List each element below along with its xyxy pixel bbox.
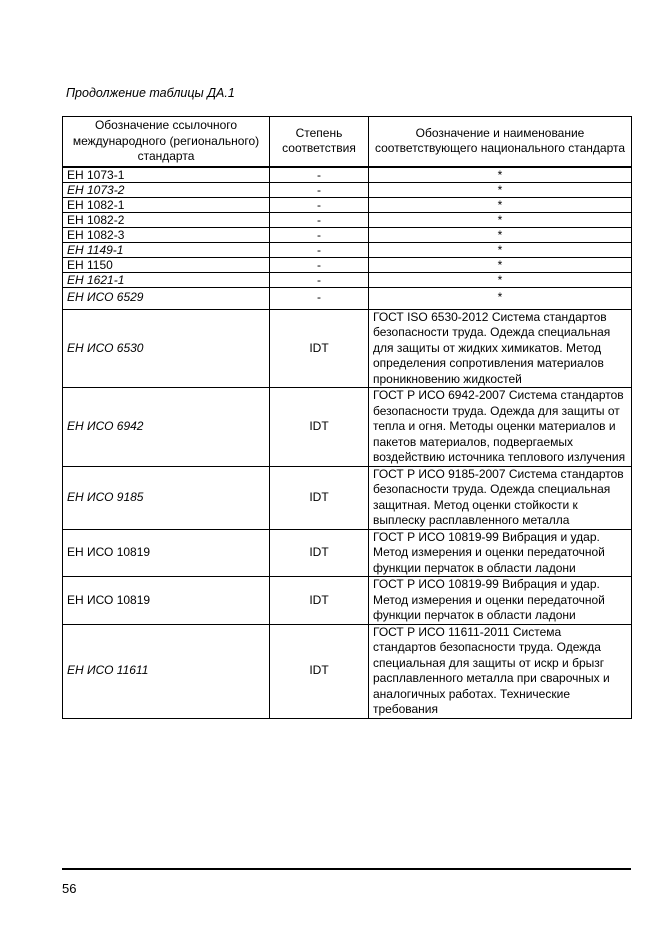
standards-table bbox=[62, 116, 632, 719]
table-row bbox=[63, 182, 632, 197]
national-cell: * bbox=[369, 257, 632, 272]
header-degree-of-conformity: Степень соответствия bbox=[270, 117, 369, 167]
table-row bbox=[63, 272, 632, 287]
degree-cell: IDT bbox=[270, 309, 369, 388]
table-row bbox=[63, 242, 632, 257]
standard-cell: ЕН ИСО 6529 bbox=[63, 287, 270, 309]
degree-cell: IDT bbox=[270, 466, 369, 529]
degree-cell: - bbox=[270, 227, 369, 242]
table-row bbox=[63, 577, 632, 625]
table-row bbox=[63, 624, 632, 718]
national-cell: ГОСТ Р ИСО 9185-2007 Система стандартов безопасности труда. Одежда специальная защитная. Метод оценки стойкости к выплеску расплавленного металла bbox=[369, 466, 632, 529]
national-cell: * bbox=[369, 272, 632, 287]
table-row bbox=[63, 257, 632, 272]
table-row bbox=[63, 388, 632, 467]
standard-cell: ЕН 1082-2 bbox=[63, 212, 270, 227]
table-row bbox=[63, 287, 632, 309]
national-cell: ГОСТ Р ИСО 6942-2007 Система стандартов безопасности труда. Одежда для защиты от тепла и огня. Методы оценки материалов и пакетов материалов, подвергаемых воздействию источника теплового излучения bbox=[369, 388, 632, 467]
table-header-row bbox=[63, 117, 632, 167]
table-row bbox=[63, 167, 632, 183]
degree-cell: IDT bbox=[270, 529, 369, 577]
degree-cell: IDT bbox=[270, 624, 369, 718]
standard-cell: ЕН 1073-1 bbox=[63, 167, 270, 183]
table-row bbox=[63, 529, 632, 577]
standard-cell: ЕН 1073-2 bbox=[63, 182, 270, 197]
national-cell: ГОСТ Р ИСО 11611-2011 Система стандартов безопасности труда. Одежда специальная для защиты от искр и брызг расплавленного металла при сварочных и аналогичных работах. Технические требования bbox=[369, 624, 632, 718]
table-row bbox=[63, 466, 632, 529]
header-international-standard: Обозначение ссылочного международного (регионального) стандарта bbox=[63, 117, 270, 167]
table-row bbox=[63, 309, 632, 388]
degree-cell: IDT bbox=[270, 388, 369, 467]
standard-cell: ЕН 1150 bbox=[63, 257, 270, 272]
table-caption: Продолжение таблицы ДА.1 bbox=[66, 86, 235, 100]
standard-cell: ЕН ИСО 9185 bbox=[63, 466, 270, 529]
degree-cell: - bbox=[270, 197, 369, 212]
degree-cell: - bbox=[270, 182, 369, 197]
national-cell: ГОСТ Р ИСО 10819-99 Вибрация и удар. Метод измерения и оценки передаточной функции перчаток в области ладони bbox=[369, 529, 632, 577]
standard-cell: ЕН ИСО 6530 bbox=[63, 309, 270, 388]
national-cell: * bbox=[369, 227, 632, 242]
standard-cell: ЕН ИСО 10819 bbox=[63, 577, 270, 625]
standard-cell: ЕН ИСО 6942 bbox=[63, 388, 270, 467]
standard-cell: ЕН ИСО 10819 bbox=[63, 529, 270, 577]
standard-cell: ЕН 1149-1 bbox=[63, 242, 270, 257]
table-row bbox=[63, 227, 632, 242]
national-cell: * bbox=[369, 287, 632, 309]
degree-cell: - bbox=[270, 242, 369, 257]
national-cell: * bbox=[369, 167, 632, 183]
degree-cell: - bbox=[270, 212, 369, 227]
national-cell: * bbox=[369, 242, 632, 257]
table-row bbox=[63, 212, 632, 227]
page-number: 56 bbox=[62, 881, 77, 896]
national-cell: * bbox=[369, 182, 632, 197]
degree-cell: IDT bbox=[270, 577, 369, 625]
standard-cell: ЕН 1082-1 bbox=[63, 197, 270, 212]
standard-cell: ЕН ИСО 11611 bbox=[63, 624, 270, 718]
footer-rule bbox=[62, 868, 631, 870]
national-cell: ГОСТ Р ИСО 10819-99 Вибрация и удар. Метод измерения и оценки передаточной функции перчаток в области ладони bbox=[369, 577, 632, 625]
national-cell: ГОСТ ISO 6530-2012 Система стандартов безопасности труда. Одежда специальная для защиты от жидких химикатов. Метод определения сопротивления материалов проникновению жидкостей bbox=[369, 309, 632, 388]
header-national-standard: Обозначение и наименование соответствующего национального стандарта bbox=[369, 117, 632, 167]
national-cell: * bbox=[369, 212, 632, 227]
degree-cell: - bbox=[270, 257, 369, 272]
degree-cell: - bbox=[270, 287, 369, 309]
table-row bbox=[63, 197, 632, 212]
standard-cell: ЕН 1621-1 bbox=[63, 272, 270, 287]
standard-cell: ЕН 1082-3 bbox=[63, 227, 270, 242]
degree-cell: - bbox=[270, 272, 369, 287]
degree-cell: - bbox=[270, 167, 369, 183]
national-cell: * bbox=[369, 197, 632, 212]
